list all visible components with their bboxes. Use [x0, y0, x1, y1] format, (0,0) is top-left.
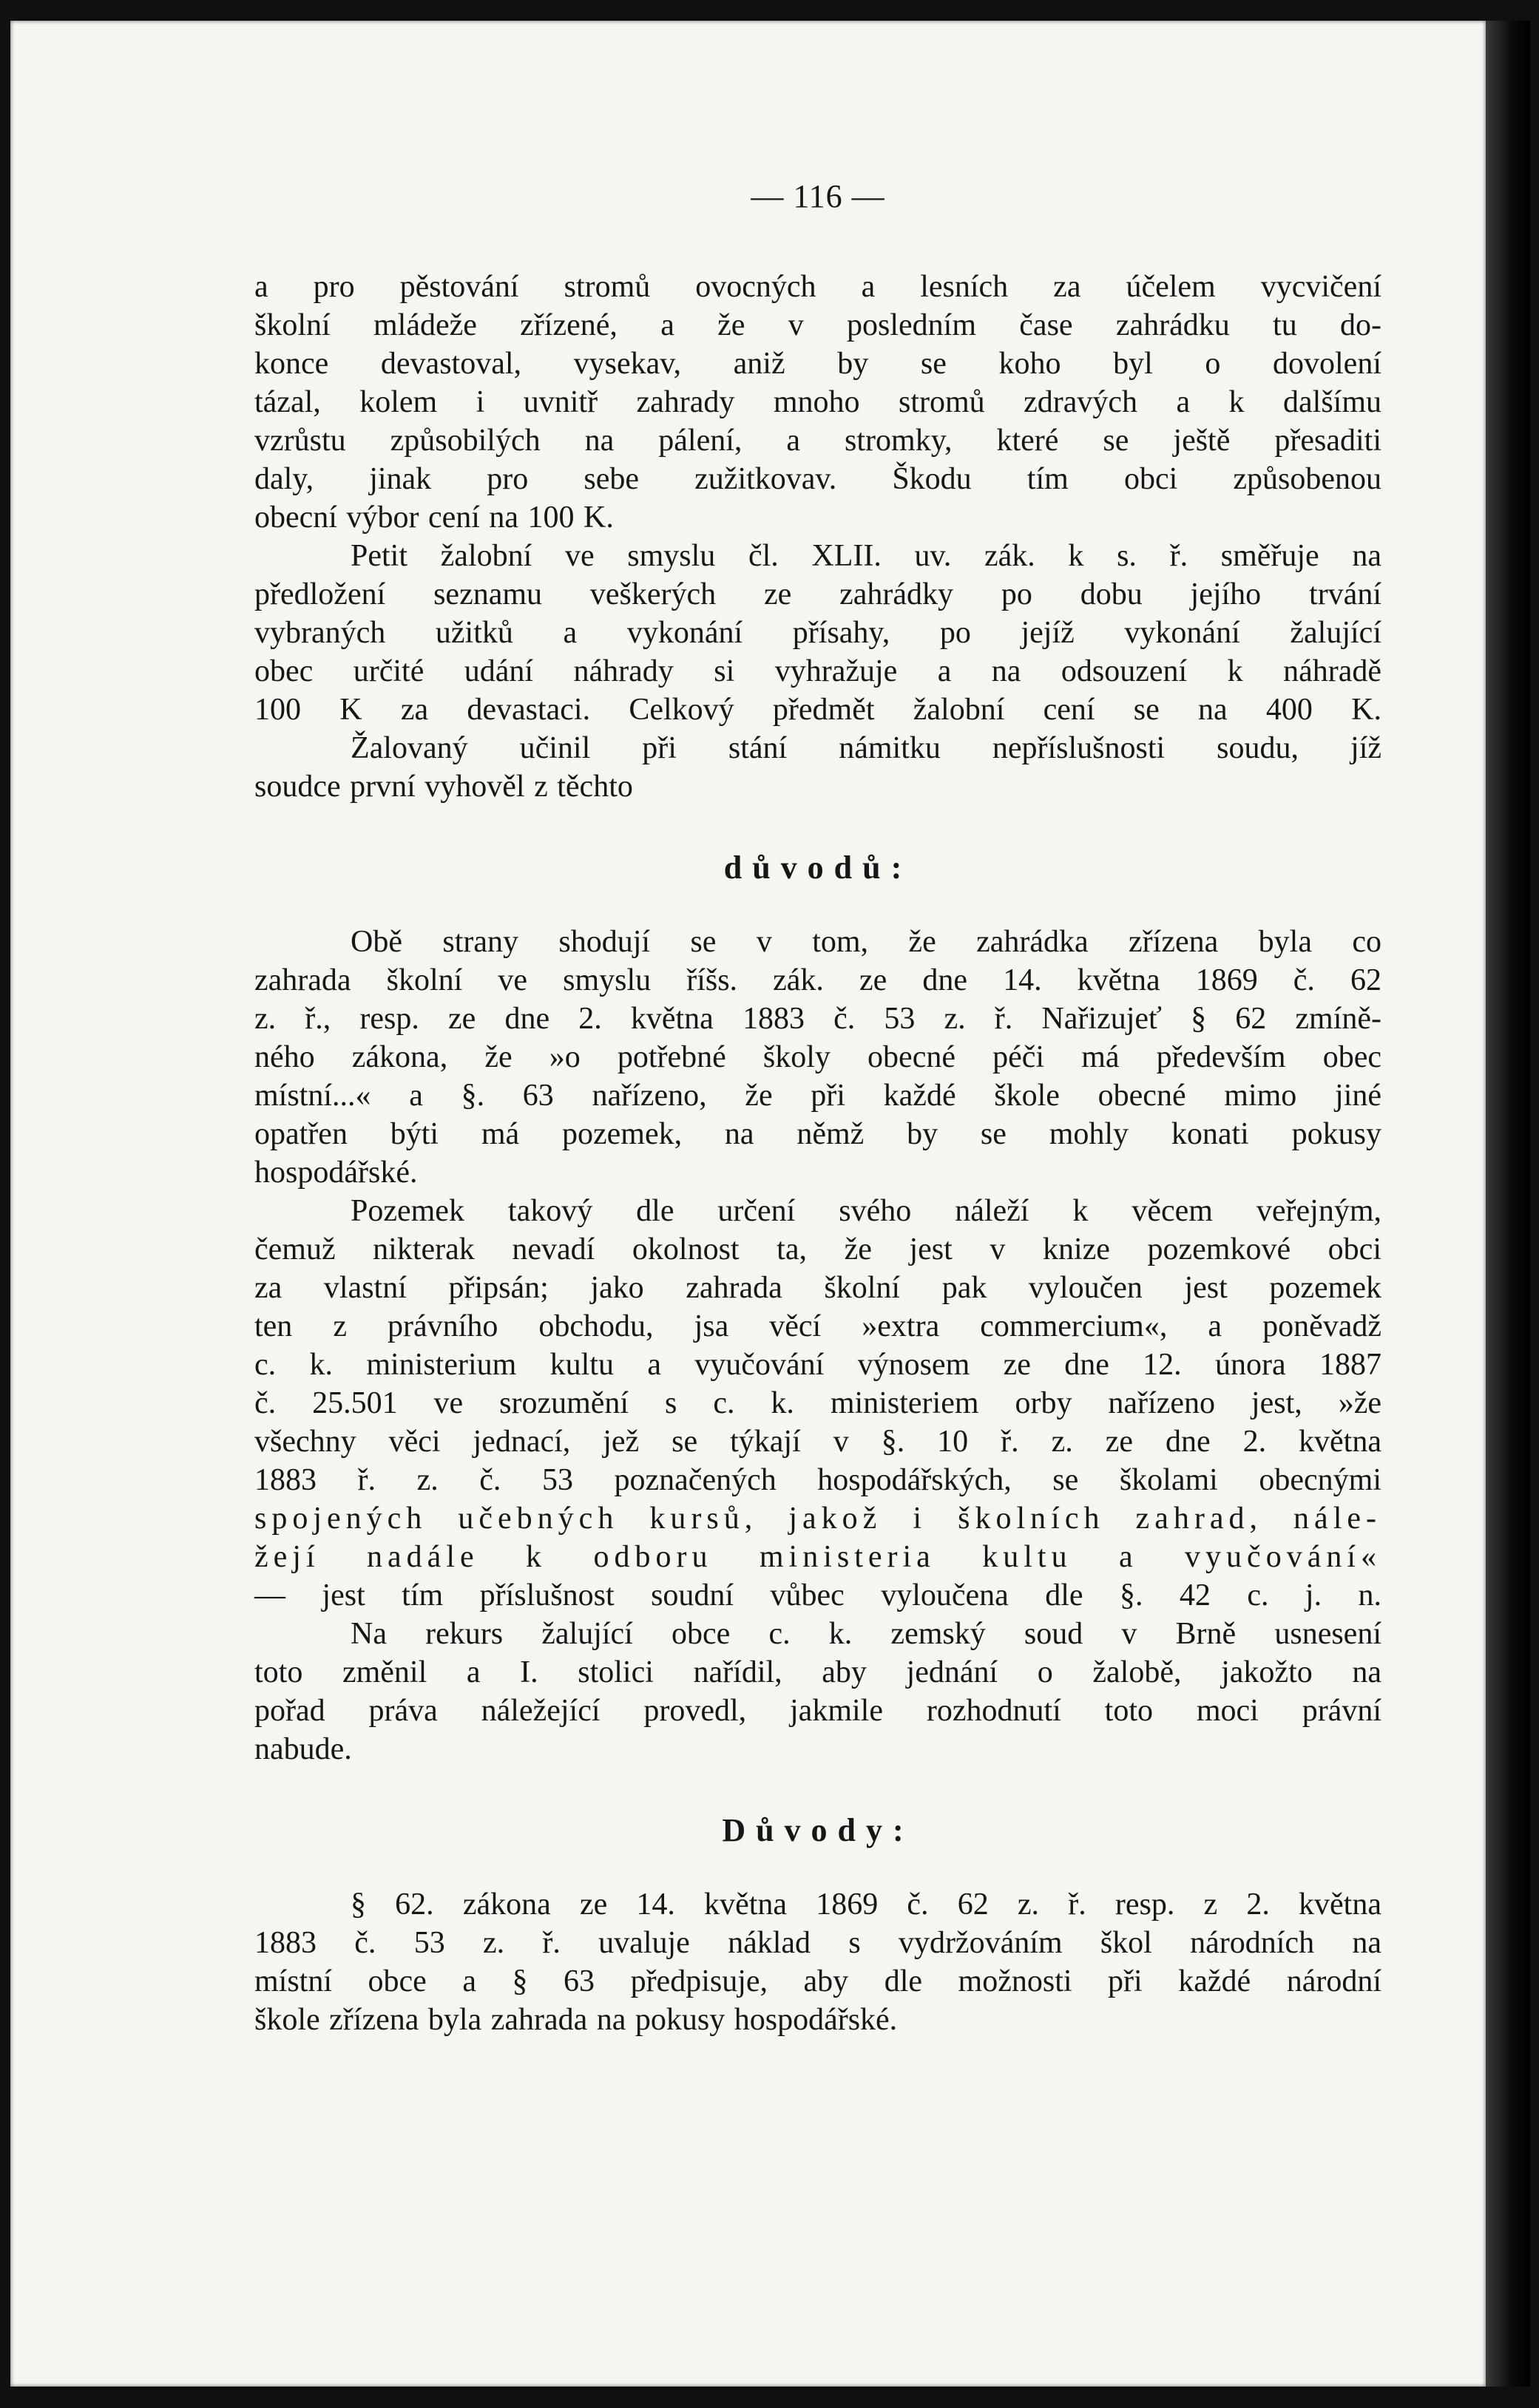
text-line: 1883 č. 53 z. ř. uvaluje náklad s vydržováním škol národních na [254, 1926, 1381, 1960]
text-line: místní obce a § 63 předpisuje, aby dle možnosti při každé národní [254, 1964, 1381, 1998]
text-line: škole zřízena byla zahrada na pokusy hospodářské. [254, 2003, 898, 2037]
text-line: daly, jinak pro sebe zužitkovav. Škodu tím obci způsobenou [254, 462, 1381, 496]
text-line: — jest tím příslušnost soudní vůbec vyloučena dle §. 42 c. j. n. [254, 1578, 1381, 1612]
text-line: 1883 ř. z. č. 53 poznačených hospodářských, se školami obecnými [254, 1463, 1381, 1497]
text-line: hospodářské. [254, 1156, 418, 1190]
text-line: Na rekurs žalující obce c. k. zemský soud v Brně usnesení [351, 1617, 1381, 1651]
text-line: žejí nadále k odboru ministeria kultu a vyučování« [254, 1540, 1381, 1574]
text-line: toto změnil a I. stolici nařídil, aby jednání o žalobě, jakožto na [254, 1655, 1381, 1689]
text-line: Obě strany shodují se v tom, že zahrádka zřízena byla co [351, 925, 1381, 959]
text-line: obec určité udání náhrady si vyhražuje a na odsouzení k náhradě [254, 654, 1381, 688]
page-edge-shadow [1486, 21, 1530, 2387]
paragraph-3 [254, 729, 1381, 806]
text-line: vzrůstu způsobilých na pálení, a stromky, které se ještě přesaditi [254, 424, 1381, 458]
text-line: ného zákona, že »o potřebné školy obecné péči má především obec [254, 1040, 1381, 1074]
text-line: školní mládeže zřízené, a že v posledním čase zahrádku tu do- [254, 308, 1381, 342]
text-line: obecní výbor cení na 100 K. [254, 501, 614, 535]
text-line: spojených učebných kursů, jakož i školních zahrad, nále- [254, 1502, 1381, 1536]
paragraph-6 [254, 1615, 1381, 1768]
text-line: vybraných užitků a vykonání přísahy, po jejíž vykonání žalující [254, 616, 1381, 650]
text-line: pořad práva náležející provedl, jakmile rozhodnutí toto moci právní [254, 1694, 1381, 1728]
paragraph-4 [254, 923, 1381, 1192]
text-line: konce devastoval, vysekav, aniž by se koho byl o dovolení [254, 347, 1381, 381]
section-heading-duvody: Důvody: [722, 1812, 914, 1848]
text-line: č. 25.501 ve srozumění s c. k. ministeriem orby nařízeno jest, »že [254, 1386, 1381, 1420]
section-heading-duvodu: důvodů: [723, 849, 913, 886]
text-line: zahrada školní ve smyslu říšs. zák. ze dne 14. května 1869 č. 62 [254, 963, 1381, 997]
page-number: — 116 — [751, 178, 885, 214]
text-line: c. k. ministerium kultu a vyučování výnosem ze dne 12. února 1887 [254, 1348, 1381, 1382]
text-line: čemuž nikterak nevadí okolnost ta, že jest v knize pozemkové obci [254, 1232, 1381, 1266]
text-line: z. ř., resp. ze dne 2. května 1883 č. 53 z. ř. Nařizujeť § 62 zmíně- [254, 1002, 1381, 1036]
paragraph-2 [254, 537, 1381, 729]
paragraph-5 [254, 1192, 1381, 1615]
paragraph-1 [254, 268, 1381, 537]
text-line: všechny věci jednací, jež se týkají v §. 10 ř. z. ze dne 2. května [254, 1425, 1381, 1459]
text-line: soudce první vyhověl z těchto [254, 770, 633, 804]
text-line: tázal, kolem i uvnitř zahrady mnoho stromů zdravých a k dalšímu [254, 385, 1381, 419]
text-line: předložení seznamu veškerých ze zahrádky po dobu jejího trvání [254, 577, 1381, 611]
text-line: ten z právního obchodu, jsa věcí »extra commercium«, a poněvadž [254, 1309, 1381, 1343]
text-line: 100 K za devastaci. Celkový předmět žalobní cení se na 400 K. [254, 693, 1381, 727]
text-line: opatřen býti má pozemek, na němž by se mohly konati pokusy [254, 1117, 1381, 1151]
text-line: nabude. [254, 1732, 352, 1766]
document-text [254, 177, 1381, 2039]
text-line: a pro pěstování stromů ovocných a lesních za účelem vycvičení [254, 270, 1381, 304]
text-line: § 62. zákona ze 14. května 1869 č. 62 z. ř. resp. z 2. května [351, 1888, 1381, 1922]
text-line: místní...« a §. 63 nařízeno, že při každé škole obecné mimo jiné [254, 1079, 1381, 1113]
text-line: Žalovaný učinil při stání námitku nepříslušnosti soudu, jíž [351, 731, 1381, 765]
text-line: Pozemek takový dle určení svého náleží k věcem veřejným, [351, 1194, 1381, 1228]
text-line: za vlastní připsán; jako zahrada školní pak vyloučen jest pozemek [254, 1271, 1381, 1305]
paragraph-7 [254, 1885, 1381, 2039]
text-line: Petit žalobní ve smyslu čl. XLII. uv. zák. k s. ř. směřuje na [351, 539, 1381, 573]
